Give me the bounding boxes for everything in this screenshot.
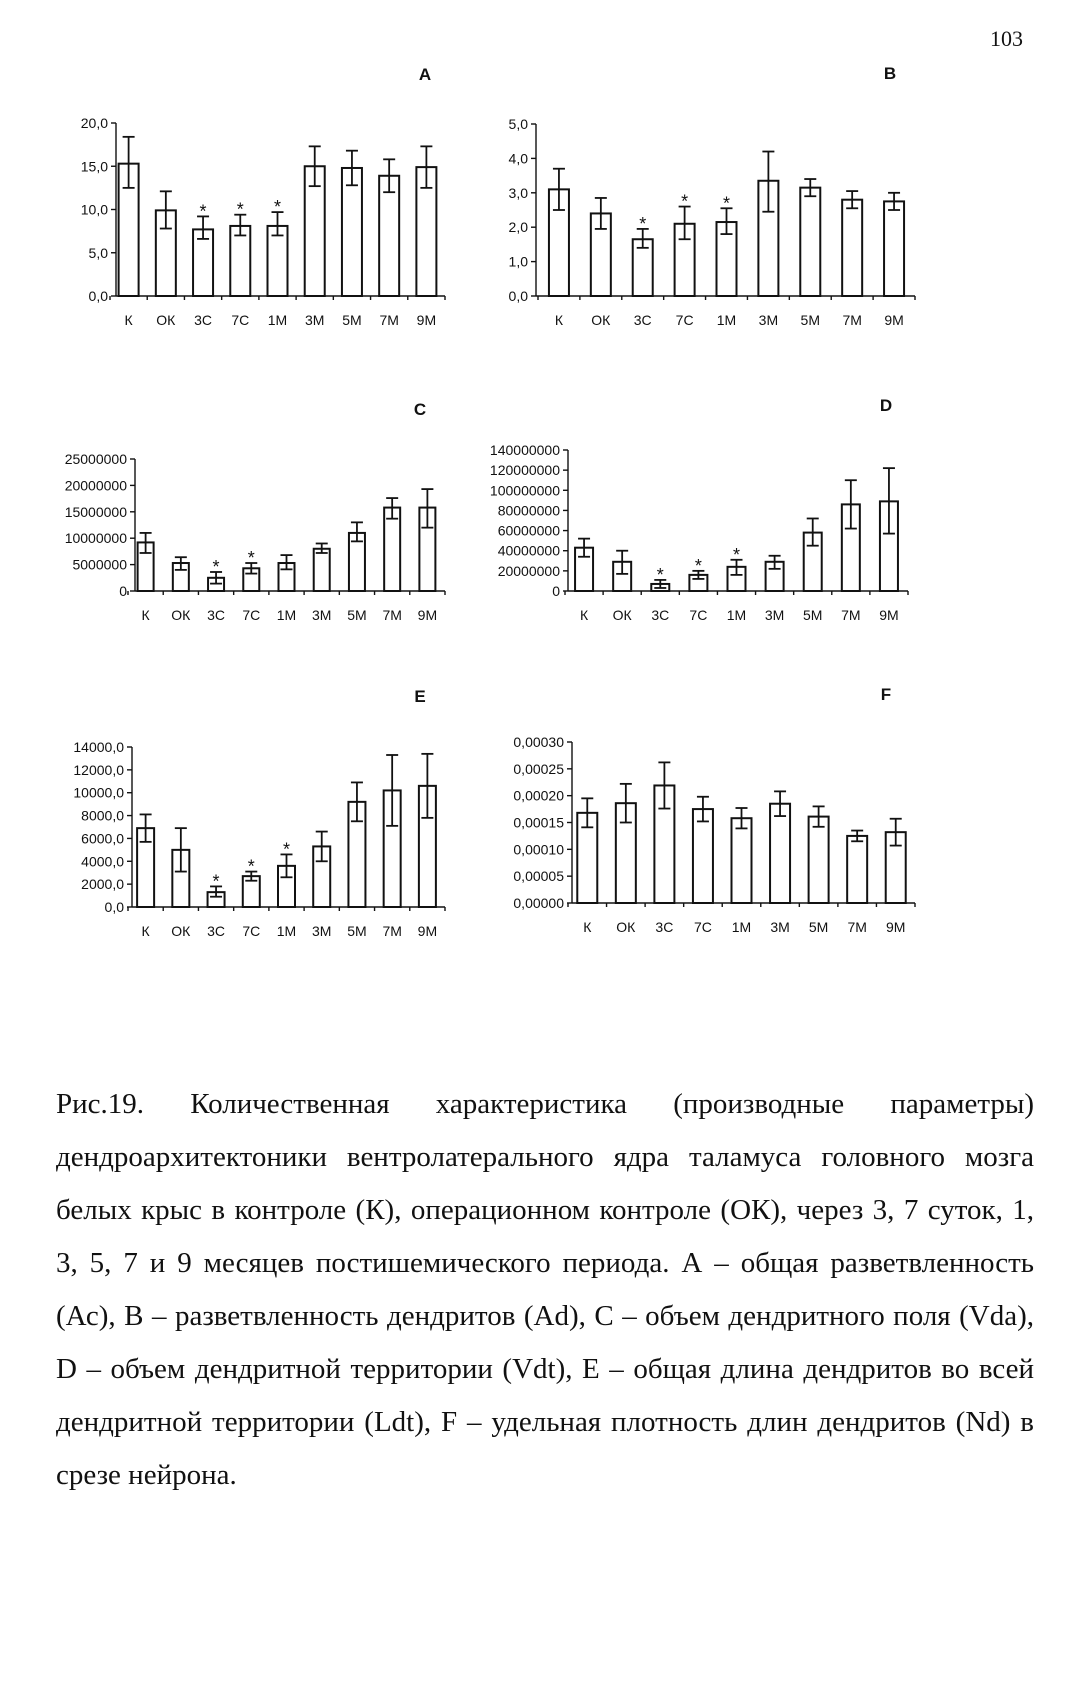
chart-d <box>489 385 1010 685</box>
x-tick-label: ОК <box>156 312 176 328</box>
y-tick-label: 0,00000 <box>513 895 564 911</box>
significance-marker: * <box>282 839 291 860</box>
x-tick-label: 5М <box>347 607 367 623</box>
x-tick-label: 7С <box>231 312 250 328</box>
y-tick-label: 0,00030 <box>513 734 564 750</box>
x-tick-label: 3С <box>207 923 226 939</box>
x-tick-label: К <box>583 919 592 935</box>
y-tick-label: 0,0 <box>104 899 124 915</box>
y-tick-label: 6000,0 <box>81 830 124 847</box>
x-tick-label: К <box>141 607 150 623</box>
bar <box>732 818 752 903</box>
x-tick-label: 3М <box>311 607 332 623</box>
y-tick-label: 3,0 <box>508 184 528 201</box>
y-tick-label: 10,0 <box>80 201 108 218</box>
x-tick-label: 1М <box>716 312 737 328</box>
x-tick-label: 9М <box>885 919 906 935</box>
x-tick-label: 3С <box>207 607 226 623</box>
significance-marker: * <box>722 193 731 214</box>
significance-marker: * <box>199 201 207 222</box>
x-tick-label: 1М <box>267 312 288 328</box>
y-tick-label: 5000000 <box>72 556 127 573</box>
x-tick-label: 3М <box>311 923 332 939</box>
x-tick-label: К <box>554 312 564 328</box>
bar <box>342 168 362 296</box>
x-tick-label: 3М <box>304 312 325 328</box>
x-tick-label: 7М <box>841 607 861 623</box>
x-tick-label: 9М <box>879 607 899 623</box>
chart-e <box>40 687 510 1035</box>
bar <box>379 176 399 296</box>
y-tick-label: 4000,0 <box>81 853 124 870</box>
x-tick-label: 5М <box>808 919 829 935</box>
significance-marker: * <box>639 213 647 234</box>
x-tick-label: К <box>141 923 150 939</box>
x-tick-label: 1М <box>731 919 752 935</box>
panel-label: C <box>413 400 427 419</box>
bar <box>809 817 829 903</box>
y-tick-label: 20000000 <box>64 477 127 494</box>
x-tick-label: 3М <box>764 607 785 623</box>
y-tick-label: 100000000 <box>489 482 560 499</box>
panel-label: D <box>879 396 893 415</box>
x-tick-label: 7М <box>847 919 867 935</box>
x-tick-label: 7С <box>242 923 261 939</box>
bar <box>800 188 820 296</box>
x-tick-label: 5М <box>800 312 821 328</box>
significance-marker: * <box>236 199 244 220</box>
x-tick-label: ОК <box>171 607 191 623</box>
x-tick-label: 7С <box>689 607 708 623</box>
y-tick-label: 0,00020 <box>513 787 564 804</box>
x-tick-label: ОК <box>616 919 636 935</box>
y-tick-label: 10000,0 <box>73 784 124 801</box>
significance-marker: * <box>247 856 255 877</box>
y-tick-label: 0,0 <box>508 288 528 304</box>
x-tick-label: 9М <box>417 607 438 623</box>
significance-marker: * <box>681 191 689 212</box>
y-tick-label: 60000000 <box>497 522 560 539</box>
significance-marker: * <box>694 555 702 576</box>
chart-c <box>40 385 510 685</box>
y-tick-label: 0,00015 <box>513 814 564 831</box>
x-tick-label: 7М <box>382 607 402 623</box>
x-tick-label: 7М <box>379 312 399 328</box>
y-tick-label: 0,00010 <box>513 841 564 858</box>
y-tick-label: 25000000 <box>64 451 127 467</box>
x-tick-label: 5М <box>342 312 362 328</box>
significance-marker: * <box>212 871 220 892</box>
significance-marker: * <box>656 564 664 585</box>
y-tick-label: 4,0 <box>508 150 528 167</box>
y-tick-label: 20000000 <box>497 562 560 579</box>
y-tick-label: 12000,0 <box>73 761 124 778</box>
y-tick-label: 80000000 <box>497 502 560 519</box>
x-tick-label: 3С <box>655 919 674 935</box>
bar <box>884 201 904 296</box>
panel-label: B <box>883 64 897 83</box>
x-tick-label: 9М <box>416 312 437 328</box>
y-tick-label: 0,00005 <box>513 868 564 885</box>
significance-marker: * <box>212 556 220 577</box>
y-tick-label: 0 <box>119 583 127 599</box>
y-tick-label: 5,0 <box>508 116 528 132</box>
y-tick-label: 2000,0 <box>81 876 124 893</box>
x-tick-label: 3М <box>758 312 779 328</box>
bar <box>314 549 330 591</box>
y-tick-label: 1,0 <box>508 253 528 270</box>
chart-b <box>508 55 1010 365</box>
y-tick-label: 8000,0 <box>81 807 124 824</box>
chart-a <box>40 55 510 365</box>
x-tick-label: ОК <box>171 923 191 939</box>
y-tick-label: 14000,0 <box>73 739 124 755</box>
bar <box>693 809 713 903</box>
significance-marker: * <box>732 544 741 565</box>
y-tick-label: 140000000 <box>489 442 560 458</box>
y-tick-label: 15,0 <box>80 158 108 175</box>
y-tick-label: 120000000 <box>489 462 560 479</box>
significance-marker: * <box>273 197 282 218</box>
x-tick-label: 9М <box>417 923 438 939</box>
x-tick-label: 3М <box>770 919 790 935</box>
page-number: 103 <box>990 26 1023 51</box>
x-tick-label: ОК <box>591 312 611 328</box>
x-tick-label: 5М <box>802 607 823 623</box>
x-tick-label: 3С <box>194 312 213 328</box>
y-tick-label: 0,00025 <box>513 760 564 777</box>
bar <box>847 836 867 903</box>
x-tick-label: 1М <box>276 607 297 623</box>
panel-label: E <box>414 687 426 706</box>
x-tick-label: ОК <box>612 607 632 623</box>
bar <box>842 200 862 296</box>
x-tick-label: 1М <box>276 923 297 939</box>
bar <box>384 508 400 591</box>
y-tick-label: 0 <box>552 583 560 599</box>
bar <box>230 226 250 296</box>
y-tick-label: 20,0 <box>80 115 108 131</box>
y-tick-label: 2,0 <box>508 219 528 236</box>
x-tick-label: К <box>124 312 133 328</box>
y-tick-label: 0,0 <box>88 288 108 304</box>
panel-label: F <box>880 685 892 704</box>
x-tick-label: 3С <box>651 607 670 623</box>
y-tick-label: 40000000 <box>497 542 560 559</box>
x-tick-label: К <box>579 607 589 623</box>
y-tick-label: 15000000 <box>64 503 127 520</box>
x-tick-label: 7С <box>693 919 712 935</box>
x-tick-label: 7М <box>382 923 402 939</box>
x-tick-label: 3С <box>633 312 652 328</box>
x-tick-label: 5М <box>347 923 367 939</box>
x-tick-label: 7С <box>675 312 694 328</box>
significance-marker: * <box>247 548 255 569</box>
bar <box>268 226 288 296</box>
y-tick-label: 5,0 <box>88 244 108 261</box>
x-tick-label: 1М <box>726 607 747 623</box>
x-tick-label: 9М <box>884 312 904 328</box>
x-tick-label: 7С <box>242 607 261 623</box>
y-tick-label: 10000000 <box>64 530 127 547</box>
x-tick-label: 7М <box>842 312 862 328</box>
chart-f <box>513 685 1010 1035</box>
bar <box>770 804 790 903</box>
panel-label: A <box>418 65 432 84</box>
figure-caption: Рис.19. Количественная характеристика (производные параметры) дендроархитектоники вентролатерального ядра таламуса головного мозга белых крыс в контроле (К), операционном контроле (ОК), через 3, 7 суток, 1, 3, 5, 7 и 9 месяцев постишемического периода. А – общая разветвленность (Ас), В – разветвленность дендритов (Аd), С – объем дендритного поля (Vda), D – объем дендритной территории (Vdt), Е – общая длина дендритов во всей дендритной территории (Ldt), F – удельная плотность длин дендритов (Nd) в срезе нейрона. <box>56 1088 1034 1491</box>
